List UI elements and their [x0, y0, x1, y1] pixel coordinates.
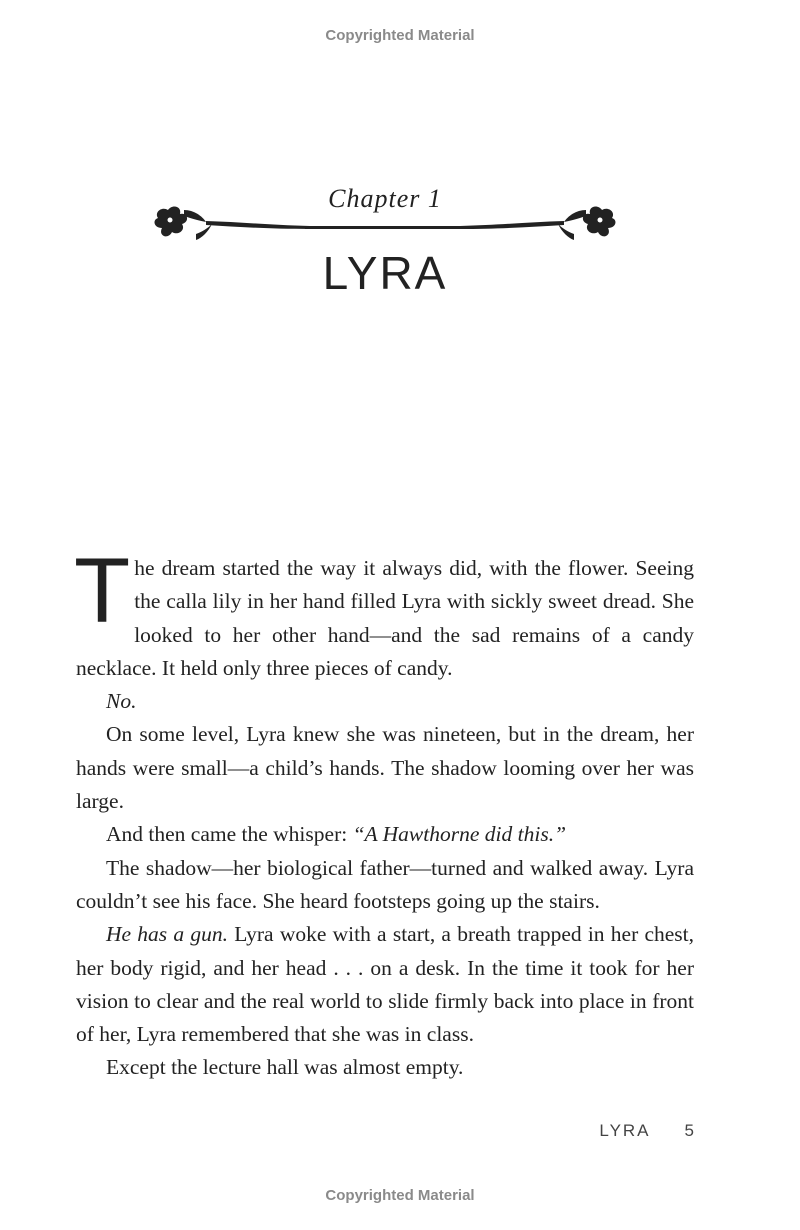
- paragraph: [76, 818, 694, 851]
- paragraph: [76, 685, 694, 718]
- paragraph: Except the lecture hall was almost empty.: [106, 1055, 464, 1080]
- paragraph: The shadow—her biological father—turned and walked away. Lyra couldn’t see his face. She heard footsteps going up the stairs.: [76, 855, 694, 913]
- paragraph: [74, 540, 694, 685]
- page-number: 5: [684, 1121, 694, 1140]
- paragraph-text: And then came the whisper:: [106, 822, 353, 847]
- paragraph-text: he dream started the way it always did, with the flower. Seeing the calla lily in her hand filled Lyra with sickly sweet dread. She looked to her other hand—and the sad remains of a candy necklace. It held only three pieces of candy.: [76, 556, 694, 680]
- paragraph-text: No.: [106, 689, 137, 714]
- paragraph: [76, 918, 694, 1051]
- copyright-watermark-bottom: Copyrighted Material: [325, 1187, 475, 1204]
- chapter-label: Chapter 1: [328, 184, 442, 213]
- paragraph-text: He has a gun.: [106, 922, 228, 947]
- page-footer: [599, 1121, 694, 1141]
- paragraph: On some level, Lyra knew she was nineteen, but in the dream, her hands were small—a child’s hands. The shadow looming over her was large.: [76, 722, 694, 814]
- chapter-title: LYRA: [322, 247, 448, 299]
- paragraph-text: Lyra woke with a start, a breath trapped in her chest, her body rigid, and her head . . . on a desk. In the time it took for her vision to clear and the real world to slide firmly back into place in front of her, Lyra remembered that she was in class.: [76, 922, 694, 1047]
- running-head: LYRA: [599, 1121, 651, 1140]
- drop-cap: T: [74, 540, 131, 642]
- whisper-quote: “A Hawthorne did this.”: [352, 822, 567, 847]
- chapter-body: [74, 540, 694, 1085]
- copyright-watermark-top: Copyrighted Material: [325, 27, 475, 44]
